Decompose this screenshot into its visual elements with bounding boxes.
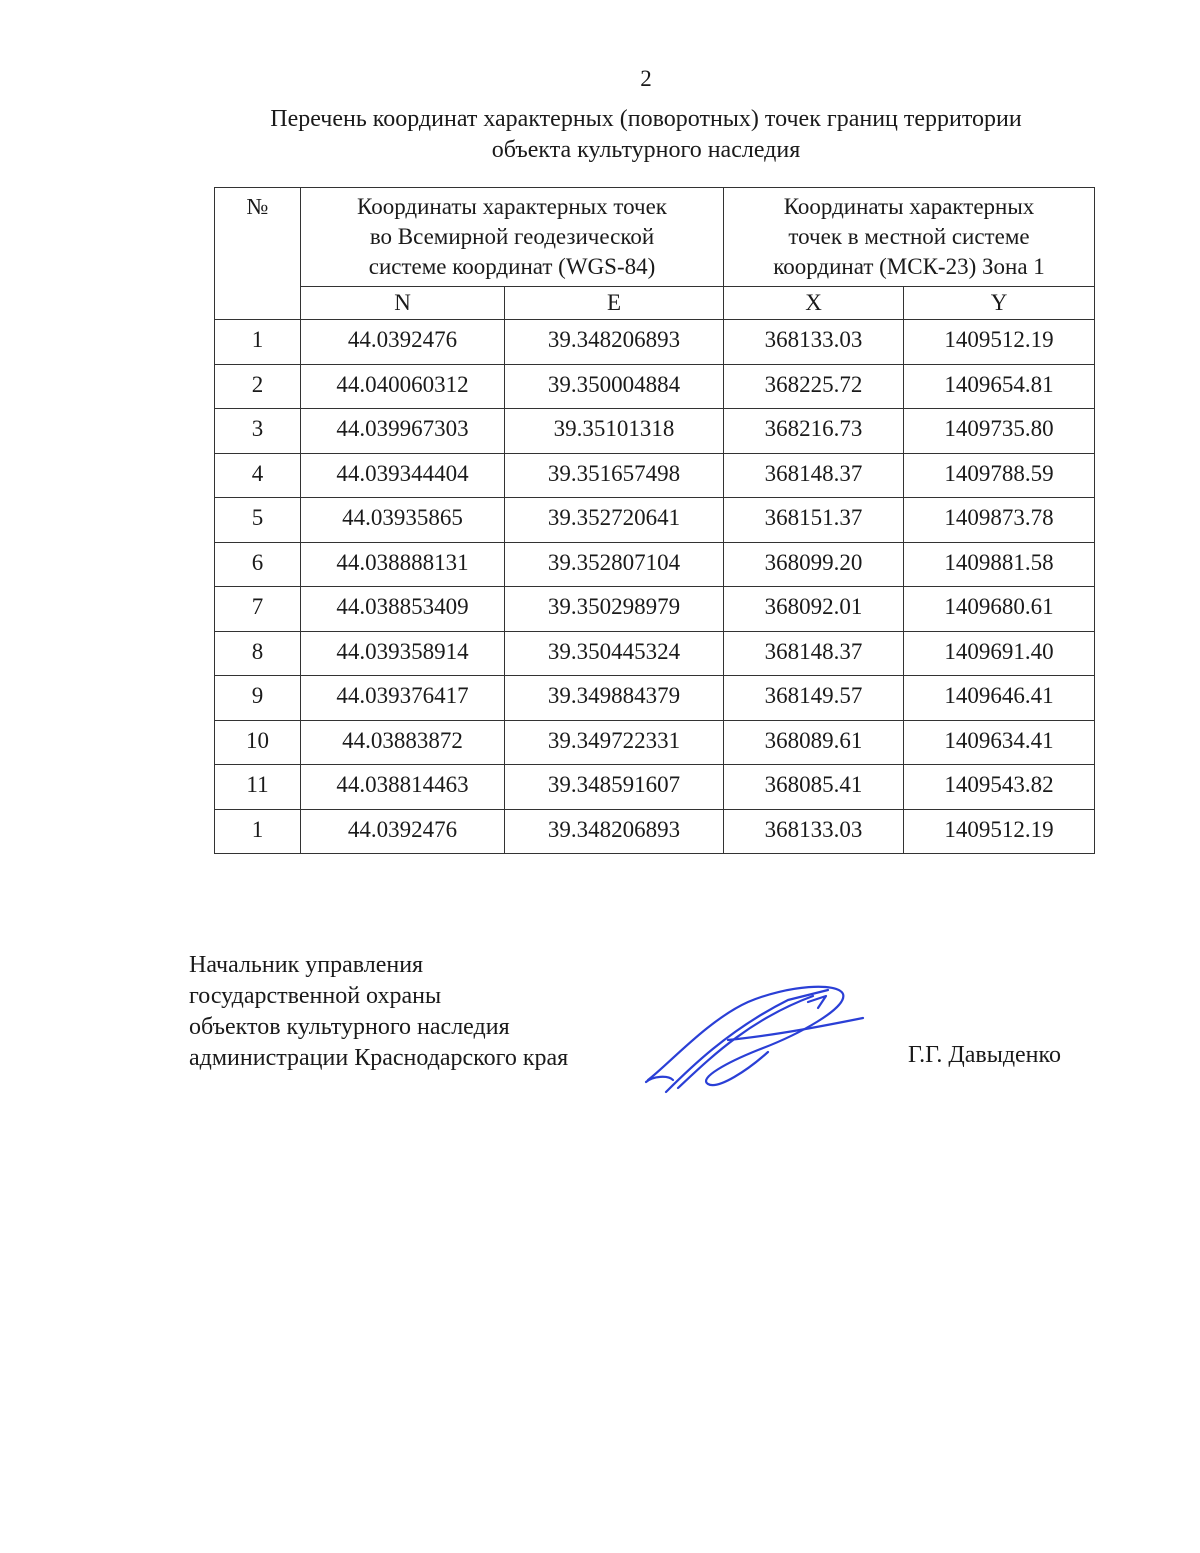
coord-x: 368089.61: [724, 720, 904, 765]
coord-y: 1409646.41: [904, 676, 1095, 721]
table-row: [215, 720, 1095, 765]
coord-e: 39.351657498: [505, 453, 724, 498]
header-x: X: [724, 287, 904, 320]
position-line: объектов культурного наследия: [189, 1014, 510, 1040]
coord-n: 44.039358914: [301, 631, 505, 676]
coord-y: 1409512.19: [904, 320, 1095, 365]
coord-n: 44.0392476: [301, 320, 505, 365]
table-row: [215, 765, 1095, 810]
coord-x: 368148.37: [724, 631, 904, 676]
point-number: 11: [215, 765, 301, 810]
header-line: Координаты характерных точек: [357, 194, 667, 219]
coord-y: 1409512.19: [904, 809, 1095, 854]
coord-e: 39.350004884: [505, 364, 724, 409]
title-line: объекта культурного наследия: [491, 137, 801, 163]
coord-y: 1409735.80: [904, 409, 1095, 454]
coord-y: 1409680.61: [904, 587, 1095, 632]
header-line: во Всемирной геодезической: [369, 224, 655, 249]
point-number: 8: [215, 631, 301, 676]
header-msk23: [724, 188, 1095, 287]
coord-x: 368099.20: [724, 542, 904, 587]
table-row: [215, 542, 1095, 587]
table-row: [215, 409, 1095, 454]
coord-e: 39.348591607: [505, 765, 724, 810]
header-wgs84: [301, 188, 724, 287]
point-number: 5: [215, 498, 301, 543]
coord-x: 368133.03: [724, 320, 904, 365]
coord-e: 39.350298979: [505, 587, 724, 632]
point-number: 1: [215, 809, 301, 854]
point-number: 4: [215, 453, 301, 498]
header-e: E: [505, 287, 724, 320]
table-row: [215, 809, 1095, 854]
coordinates-table: [214, 187, 1095, 854]
coord-y: 1409873.78: [904, 498, 1095, 543]
signatory-position: [189, 950, 568, 1074]
coord-n: 44.038814463: [301, 765, 505, 810]
coord-n: 44.040060312: [301, 364, 505, 409]
coord-x: 368225.72: [724, 364, 904, 409]
point-number: 2: [215, 364, 301, 409]
header-line: системе координат (WGS-84): [368, 254, 656, 279]
position-line: администрации Краснодарского края: [189, 1045, 569, 1071]
coord-x: 368092.01: [724, 587, 904, 632]
table-row: [215, 364, 1095, 409]
header-number: №: [215, 188, 301, 320]
coord-y: 1409881.58: [904, 542, 1095, 587]
point-number: 9: [215, 676, 301, 721]
header-line: координат (МСК-23) Зона 1: [773, 254, 1045, 279]
coord-n: 44.039967303: [301, 409, 505, 454]
point-number: 7: [215, 587, 301, 632]
header-y: Y: [904, 287, 1095, 320]
coord-e: 39.35101318: [505, 409, 724, 454]
point-number: 3: [215, 409, 301, 454]
coord-y: 1409654.81: [904, 364, 1095, 409]
position-line: Начальник управления: [189, 952, 424, 978]
coord-n: 44.0392476: [301, 809, 505, 854]
table-row: [215, 631, 1095, 676]
coord-e: 39.350445324: [505, 631, 724, 676]
header-line: точек в местной системе: [788, 224, 1030, 249]
coord-y: 1409634.41: [904, 720, 1095, 765]
coord-e: 39.352807104: [505, 542, 724, 587]
coord-n: 44.038853409: [301, 587, 505, 632]
coord-x: 368085.41: [724, 765, 904, 810]
coord-e: 39.352720641: [505, 498, 724, 543]
table-row: [215, 498, 1095, 543]
coord-y: 1409788.59: [904, 453, 1095, 498]
position-line: государственной охраны: [189, 983, 442, 1009]
coord-x: 368216.73: [724, 409, 904, 454]
coord-e: 39.348206893: [505, 809, 724, 854]
coord-e: 39.349722331: [505, 720, 724, 765]
coord-y: 1409543.82: [904, 765, 1095, 810]
coord-x: 368151.37: [724, 498, 904, 543]
coord-n: 44.03935865: [301, 498, 505, 543]
point-number: 10: [215, 720, 301, 765]
table-row: [215, 587, 1095, 632]
signer-name: Г.Г. Давыденко: [908, 1042, 1061, 1068]
table-row: [215, 676, 1095, 721]
coord-y: 1409691.40: [904, 631, 1095, 676]
coord-n: 44.03883872: [301, 720, 505, 765]
page-number: 2: [640, 66, 652, 91]
table-row: [215, 453, 1095, 498]
header-line: Координаты характерных: [783, 194, 1035, 219]
coord-n: 44.039376417: [301, 676, 505, 721]
point-number: 1: [215, 320, 301, 365]
coord-e: 39.349884379: [505, 676, 724, 721]
coord-e: 39.348206893: [505, 320, 724, 365]
table-row: [215, 320, 1095, 365]
document-title: [200, 104, 1092, 166]
coord-x: 368133.03: [724, 809, 904, 854]
header-n: N: [301, 287, 505, 320]
handwritten-signature: [638, 980, 868, 1100]
coord-n: 44.038888131: [301, 542, 505, 587]
coord-n: 44.039344404: [301, 453, 505, 498]
coord-x: 368148.37: [724, 453, 904, 498]
title-line: Перечень координат характерных (поворотных) точек границ территории: [270, 106, 1022, 132]
coord-x: 368149.57: [724, 676, 904, 721]
point-number: 6: [215, 542, 301, 587]
